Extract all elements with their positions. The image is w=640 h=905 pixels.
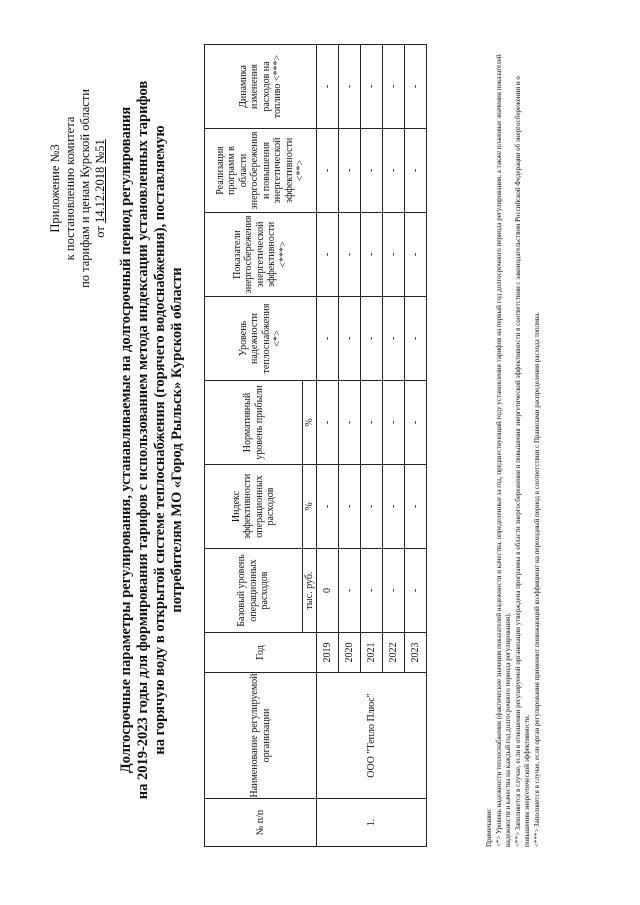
- cell-index: -: [405, 465, 427, 549]
- organization-name: ООО "Тепло Плюс": [317, 673, 427, 799]
- cell-profit: -: [317, 381, 339, 465]
- cell-reliability: -: [383, 297, 405, 381]
- appendix-line-2: к постановлению комитета: [63, 116, 77, 261]
- unit-base-level: тыс. руб.: [303, 549, 317, 633]
- cell-base-level: -: [405, 549, 427, 633]
- cell-year: 2021: [361, 633, 383, 673]
- cell-fuel-dynamics: -: [405, 45, 427, 129]
- note-reliability: <*> Уровень надежности теплоснабжения (фактические значения показателей надежности и качества, определенные за год, предшествующий году установления тарифов на первый год долгосрочного периода регулирования, а также плановые значения показателей надежности и качества на каждый год долгосрочного периода регулирования).: [494, 54, 513, 847]
- table-row: [317, 45, 339, 847]
- cell-reliability: -: [339, 297, 361, 381]
- cell-base-level: -: [383, 549, 405, 633]
- header-reliability: Уровень надежности теплоснабжения <*>: [205, 297, 317, 381]
- cell-index: -: [317, 465, 339, 549]
- title-line-3: на горячую воду в открытой системе теплоснабжения (горячего водоснабжения), поставляемую: [152, 125, 168, 755]
- unit-profit: %: [303, 381, 317, 465]
- cell-reliability: -: [361, 297, 383, 381]
- page-title: [118, 65, 186, 815]
- note-programs: <**> Заполняется в случае, если в отношении регулируемой организации утверждена программа в области энергосбережения и повышения энергетической эффективности в соответствии с законодательством Российской Федерации об энергосбережении и о повышении энергетической эффективности.: [513, 76, 532, 847]
- document-number: №51: [93, 139, 107, 164]
- appendix-title: Приложение №3: [48, 144, 62, 233]
- cell-index: -: [383, 465, 405, 549]
- header-base-level: Базовый уровень операционных расходов: [205, 549, 303, 633]
- cell-profit: -: [339, 381, 361, 465]
- notes-heading: Примечание:: [485, 808, 493, 847]
- cell-programs: -: [339, 129, 361, 213]
- cell-base-level: 0: [317, 549, 339, 633]
- cell-profit: -: [361, 381, 383, 465]
- cell-profit: -: [405, 381, 427, 465]
- cell-year: 2022: [383, 633, 405, 673]
- title-line-4: потребителям МО «Город Рыльск» Курской области: [169, 267, 185, 613]
- cell-energy-efficiency: -: [317, 213, 339, 297]
- appendix-block: [48, 89, 108, 288]
- cell-energy-efficiency: -: [383, 213, 405, 297]
- cell-year: 2019: [317, 633, 339, 673]
- header-year: Год: [205, 633, 317, 673]
- row-number: 1.: [317, 799, 427, 847]
- note-fuel: <***> Заполняется в случае, если орган регулирования применяет понижающий коэффициент на переходный период в соответствии с Правилами распределения расхода топлива.: [532, 312, 541, 847]
- date-prefix: от: [93, 226, 107, 238]
- cell-fuel-dynamics: -: [383, 45, 405, 129]
- cell-programs: -: [361, 129, 383, 213]
- header-energy-efficiency: Показатели энергосбережения энергетической эффективности <***>: [205, 213, 317, 297]
- cell-programs: -: [317, 129, 339, 213]
- cell-fuel-dynamics: -: [317, 45, 339, 129]
- cell-fuel-dynamics: -: [339, 45, 361, 129]
- cell-index: -: [361, 465, 383, 549]
- cell-reliability: -: [317, 297, 339, 381]
- cell-energy-efficiency: -: [405, 213, 427, 297]
- cell-energy-efficiency: -: [339, 213, 361, 297]
- appendix-line-3: по тарифам и ценам Курской области: [78, 89, 92, 288]
- notes-block: [485, 47, 543, 847]
- cell-reliability: -: [405, 297, 427, 381]
- cell-energy-efficiency: -: [361, 213, 383, 297]
- cell-fuel-dynamics: -: [361, 45, 383, 129]
- cell-base-level: -: [361, 549, 383, 633]
- cell-programs: -: [383, 129, 405, 213]
- cell-profit: -: [383, 381, 405, 465]
- header-profit: Нормативный уровень прибыли: [205, 381, 303, 465]
- header-organization: Наименование регулируемой организации: [205, 673, 317, 799]
- document-date: 14.12.2018: [93, 166, 107, 224]
- header-index: Индекс эффективности операционных расходов: [205, 465, 303, 549]
- unit-index: %: [303, 465, 317, 549]
- header-num: № п/п: [205, 799, 317, 847]
- cell-programs: -: [405, 129, 427, 213]
- cell-year: 2020: [339, 633, 361, 673]
- title-line-2: на 2019-2023 годы для формирования тарифов с использованием метода индексации установленных тарифов: [135, 80, 151, 800]
- cell-base-level: -: [339, 549, 361, 633]
- header-fuel-dynamics: Динамика изменения расходов на топливо <***>: [205, 45, 317, 129]
- cell-index: -: [339, 465, 361, 549]
- cell-year: 2023: [405, 633, 427, 673]
- header-programs: Реализация программ в области энергосбережения и повышения энергетической эффективности <**>: [205, 129, 317, 213]
- title-line-1: Долгосрочные параметры регулирования, устанавливаемые на долгосрочный период регулирования: [118, 106, 134, 774]
- parameters-table: [204, 44, 427, 847]
- table-header-row: [205, 45, 303, 847]
- appendix-date-line: [93, 89, 108, 288]
